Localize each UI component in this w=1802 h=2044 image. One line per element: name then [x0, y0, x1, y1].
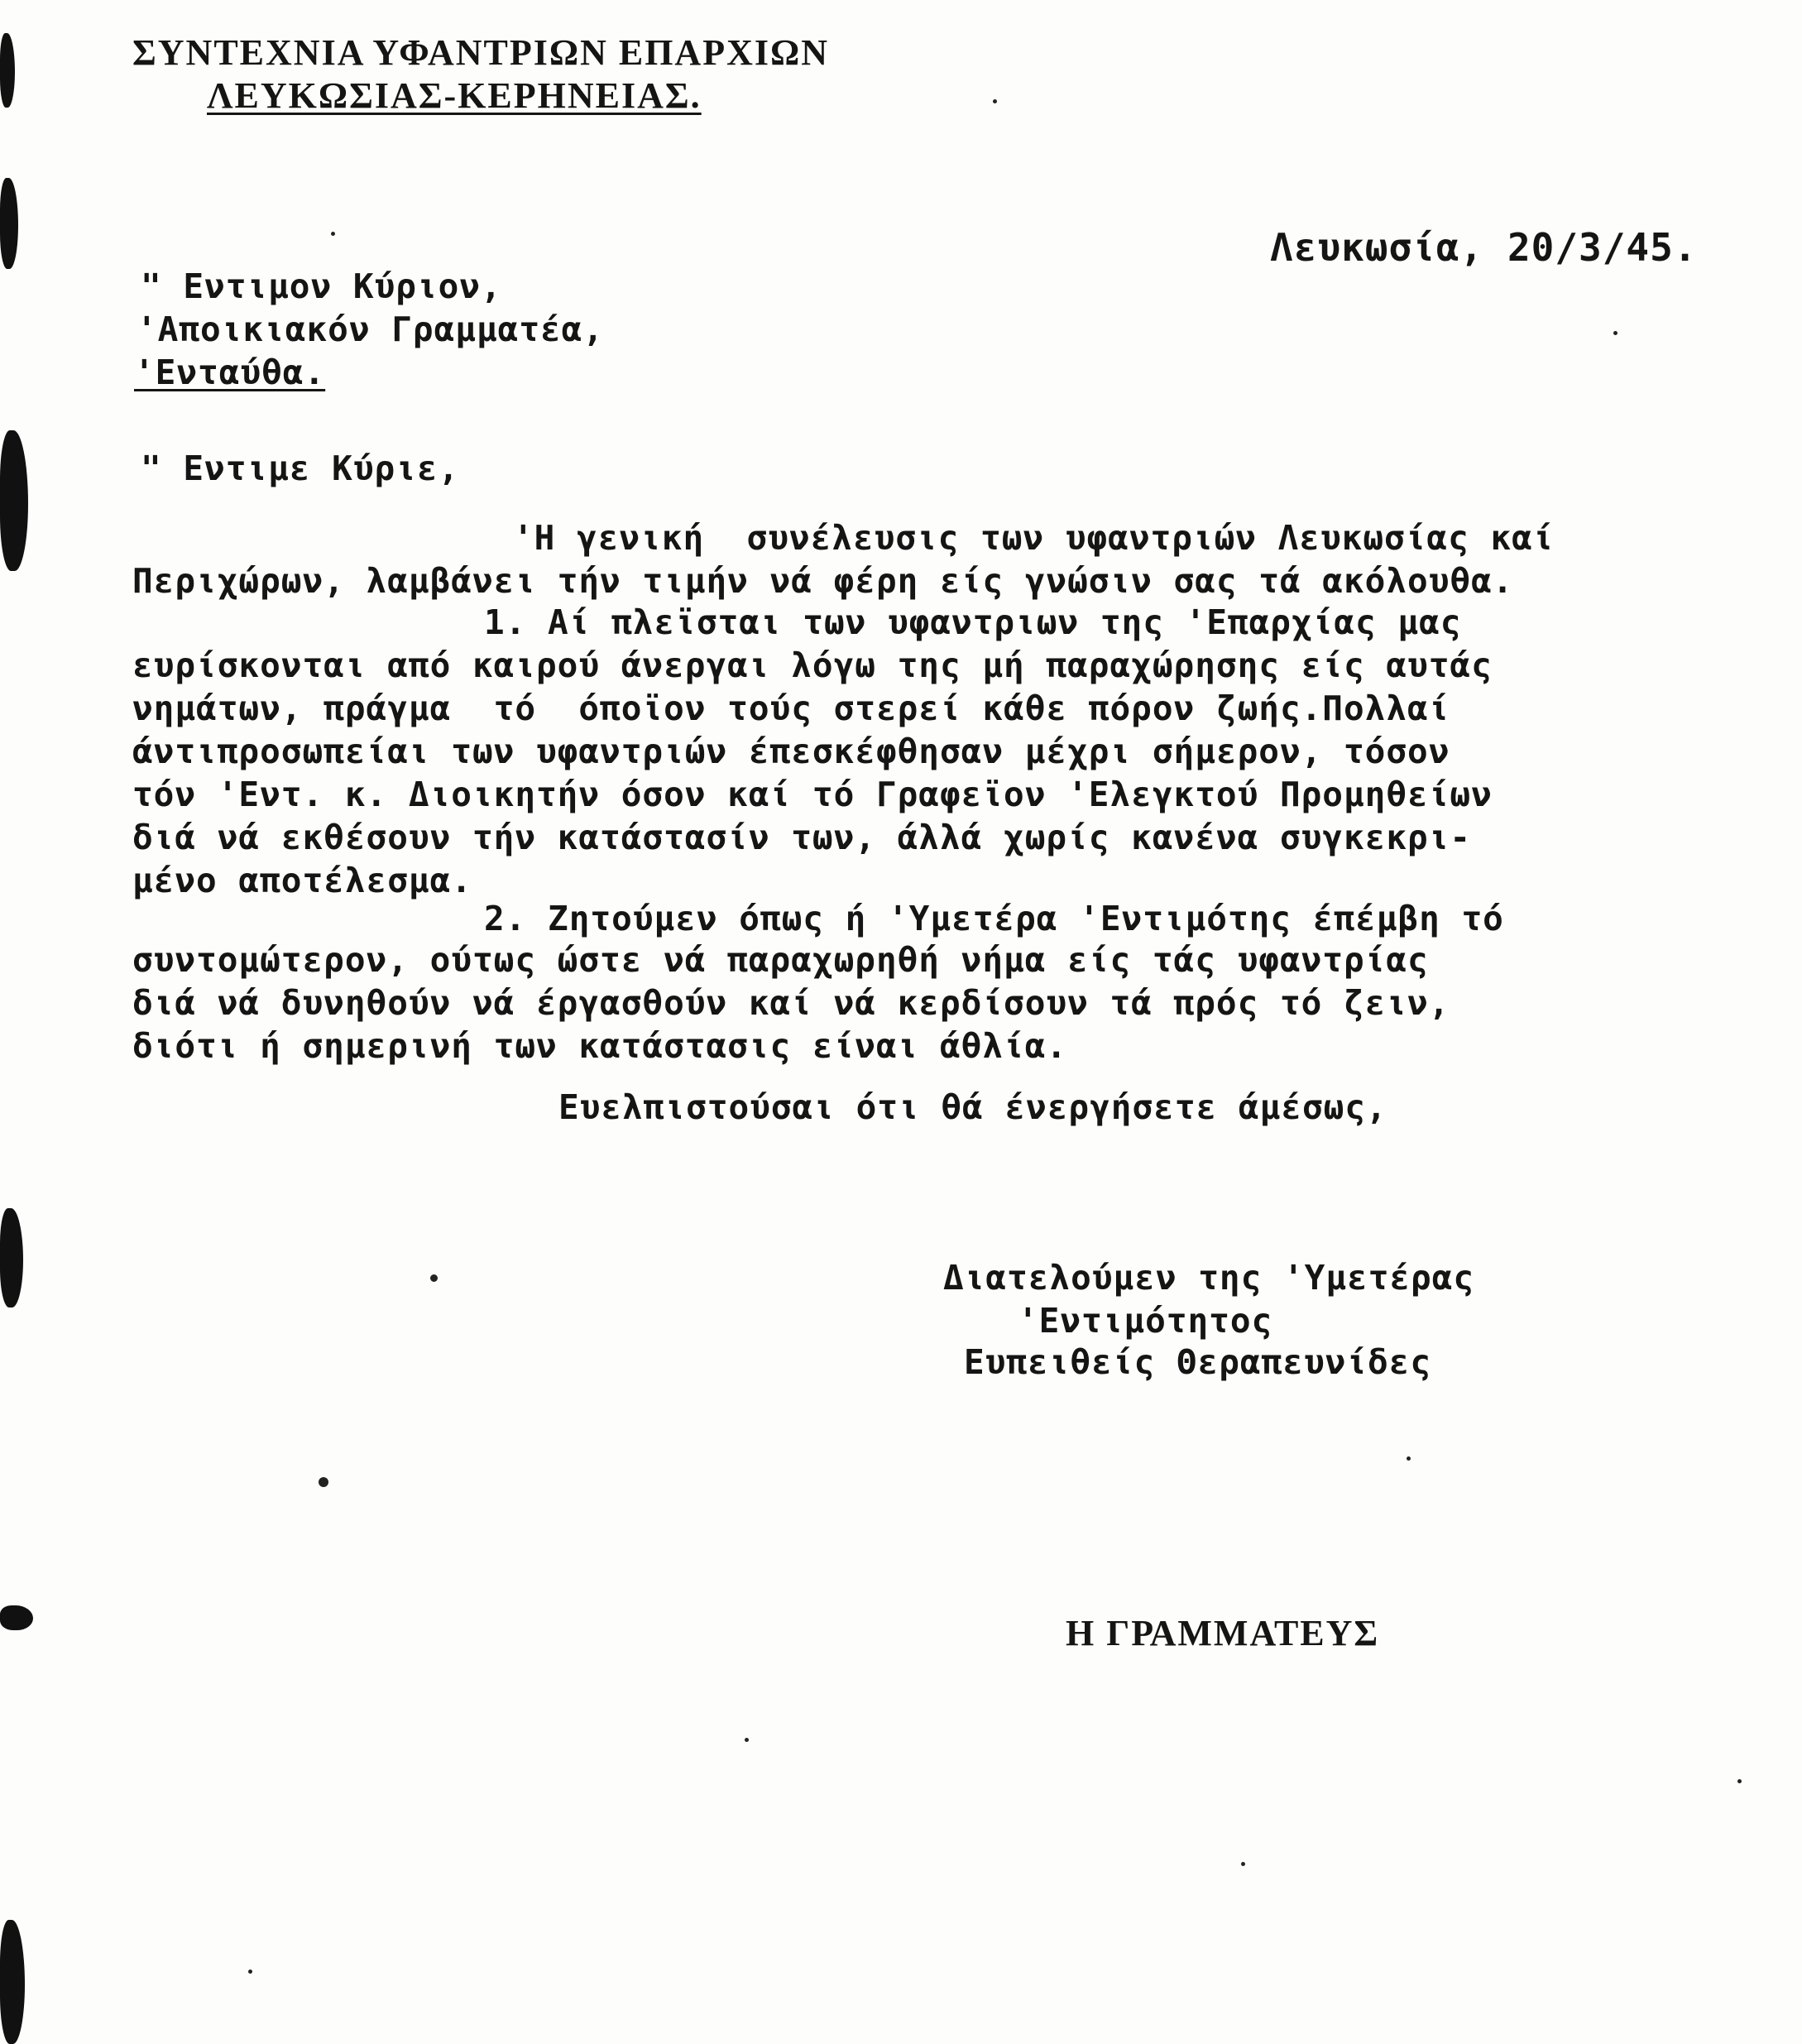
addressee-line2: 'Αποικιακόν Γραμματέα,	[137, 309, 605, 349]
intro-line1: 'Η γενική συνέλευσις των υφαντριών Λευκωσίας καί	[513, 518, 1555, 558]
addressee-line3: 'Ενταύθα.	[134, 353, 326, 392]
scan-speck	[331, 232, 335, 236]
point2-line2: συντομώτερον, ούτως ώστε νά παραχωρηθή νήμα είς τάς υφαντρίας	[132, 940, 1429, 980]
scan-speck	[430, 1274, 438, 1282]
scan-mark	[0, 1605, 33, 1630]
addressee-line1: " Εντιμον Κύριον,	[141, 266, 502, 306]
letterhead-line2: ΛΕΥΚΩΣΙΑΣ-ΚΕΡΗΝΕΙΑΣ.	[207, 75, 702, 116]
point1-line7: μένο αποτέλεσμα.	[132, 861, 472, 900]
point1-line4: άντιπροσωπείαι των υφαντριών έπεσκέφθησαν μέχρι σήμερον, τόσον	[132, 732, 1450, 771]
point1-line3: νημάτων, πράγμα τό όποϊον τούς στερεί κάθε πόρον ζωής.Πολλαί	[132, 689, 1450, 728]
closing-line3: Ευπειθείς Θεραπευνίδες	[964, 1342, 1432, 1382]
scan-mark	[0, 178, 18, 269]
point2-line3: διά νά δυνηθούν νά έργασθούν καί νά κερδίσουν τά πρός τό ζειν,	[132, 983, 1450, 1023]
scan-speck	[1241, 1862, 1245, 1866]
intro-line2: Περιχώρων, λαμβάνει τήν τιμήν νά φέρη είς γνώσιν σας τά ακόλουθα.	[132, 561, 1514, 601]
closing-line2: 'Εντιμότητος	[1018, 1301, 1273, 1341]
point1-line6: διά νά εκθέσουν τήν κατάστασίν των, άλλά χωρίς κανένα συγκεκρι-	[132, 818, 1472, 857]
point2-line4: διότι ή σημερινή των κατάστασις είναι άθλία.	[132, 1026, 1068, 1066]
scan-mark	[0, 430, 28, 571]
scan-speck	[1613, 331, 1617, 335]
signatory-title: Η ΓΡΑΜΜΑΤΕΥΣ	[1066, 1613, 1380, 1653]
letterhead-line1: ΣΥΝΤΕΧΝΙΑ ΥΦΑΝΤΡΙΩΝ ΕΠΑΡΧΙΩΝ	[132, 32, 829, 73]
scan-speck	[319, 1477, 328, 1487]
salutation: " Εντιμε Κύριε,	[141, 449, 460, 488]
scan-speck	[248, 1970, 252, 1974]
point1-line2: ευρίσκονται από καιρού άνεργαι λόγω της μή παραχώρησης είς αυτάς	[132, 645, 1493, 685]
scan-mark	[0, 33, 15, 108]
scan-mark	[0, 1208, 23, 1307]
point1-line5: τόν 'Εντ. κ. Διοικητήν όσον καί τό Γραφεϊον 'Ελεγκτού Προμηθείων	[132, 775, 1493, 814]
point2-line1: 2. Ζητούμεν όπως ή 'Υμετέρα 'Εντιμότης έπέμβη τό	[484, 899, 1504, 938]
point1-line1: 1. Αί πλεϊσται των υφαντριων της 'Επαρχίας μας	[484, 602, 1462, 642]
scan-speck	[1407, 1456, 1411, 1461]
scan-mark	[0, 1920, 25, 2044]
letter-date: Λευκωσία, 20/3/45.	[1270, 225, 1698, 270]
closing-wish: Ευελπιστούσαι ότι θά ένεργήσετε άμέσως,	[558, 1087, 1387, 1127]
scan-speck	[993, 99, 997, 103]
scan-speck	[745, 1738, 749, 1742]
scan-speck	[1737, 1779, 1742, 1783]
closing-line1: Διατελούμεν της 'Υμετέρας	[943, 1258, 1475, 1298]
